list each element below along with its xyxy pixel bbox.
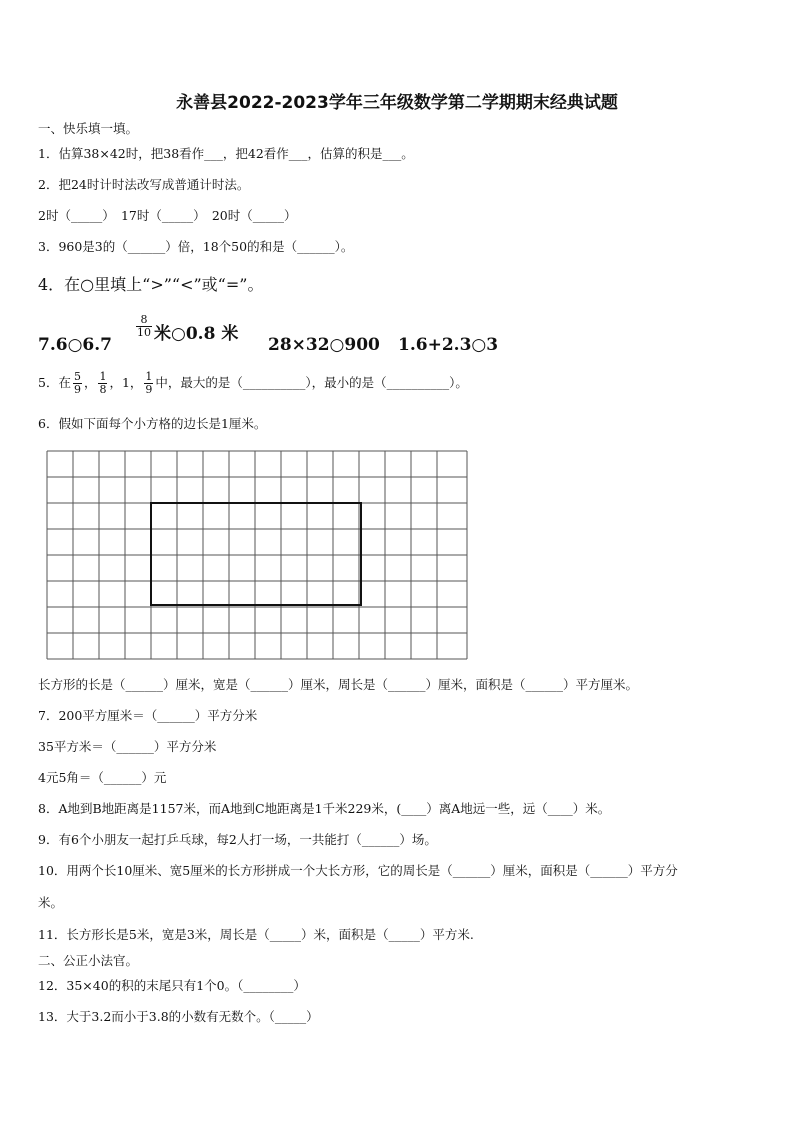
compare-c: 28×32○900 bbox=[268, 335, 380, 355]
compare-b bbox=[134, 314, 238, 354]
fraction-1-8 bbox=[98, 371, 107, 396]
question-2: 2．把24时计时法改写成普通计时法。 bbox=[38, 177, 250, 192]
fraction-denominator: 8 bbox=[99, 383, 107, 396]
question-3: 3．960是3的（______）倍，18个50的和是（______）。 bbox=[38, 239, 354, 254]
section-2-heading: 二、公正小法官。 bbox=[38, 953, 139, 968]
fraction-denominator: 9 bbox=[145, 383, 153, 396]
question-11: 11．长方形长是5米，宽是3米，周长是（_____）米，面积是（_____）平方米. bbox=[38, 927, 474, 942]
question-2-items: 2时（_____） 17时（_____） 20时（_____） bbox=[38, 208, 297, 223]
fraction-denominator: 9 bbox=[73, 383, 81, 396]
question-5 bbox=[38, 368, 468, 398]
fraction-1-9 bbox=[144, 371, 153, 396]
question-10-cont: 米。 bbox=[38, 895, 64, 910]
compare-a: 7.6○6.7 bbox=[38, 335, 112, 355]
fraction-numerator: 1 bbox=[99, 370, 107, 383]
fraction-numerator: 5 bbox=[73, 370, 81, 383]
question-7c: 4元5角＝（______）元 bbox=[38, 770, 167, 785]
page-title: 永善县2022-2023学年三年级数学第二学期期末经典试题 bbox=[176, 93, 618, 113]
grid-lines bbox=[47, 451, 467, 659]
fraction-numerator: 1 bbox=[145, 370, 153, 383]
fraction-5-9 bbox=[73, 371, 82, 396]
question-12: 12．35×40的积的末尾只有1个0。（________） bbox=[38, 978, 306, 993]
question-4: 4．在○里填上“>”“<”或“=”。 bbox=[38, 275, 264, 294]
question-10: 10．用两个长10厘米、宽5厘米的长方形拼成一个大长方形，它的周长是（______）厘米，面积是（______）平方分 bbox=[38, 863, 678, 878]
question-7b: 35平方米＝（______）平方分米 bbox=[38, 739, 217, 754]
fraction-numerator: 8 bbox=[136, 314, 152, 327]
fraction-8-10 bbox=[136, 314, 152, 339]
q5-mid: ，1， bbox=[109, 375, 143, 390]
question-7a: 7．200平方厘米＝（______）平方分米 bbox=[38, 708, 258, 723]
section-1-heading: 一、快乐填一填。 bbox=[38, 121, 139, 136]
question-13: 13．大于3.2而小于3.8的小数有无数个。（_____） bbox=[38, 1009, 319, 1024]
q5-prefix: 5．在 bbox=[38, 375, 71, 390]
q5-suffix: 中，最大的是（__________），最小的是（__________）。 bbox=[155, 375, 468, 390]
fraction-denominator: 10 bbox=[137, 326, 151, 339]
q5-comma: ， bbox=[83, 375, 97, 390]
square-grid-figure bbox=[45, 449, 469, 661]
rectangle-shape bbox=[151, 503, 361, 605]
compare-d: 1.6+2.3○3 bbox=[398, 335, 499, 355]
compare-b-rest: 米○0.8 米 bbox=[154, 324, 239, 344]
question-1: 1．估算38×42时，把38看作___，把42看作___，估算的积是___。 bbox=[38, 146, 414, 161]
question-6-answer: 长方形的长是（______）厘米，宽是（______）厘米，周长是（______）厘米，面积是（______）平方厘米。 bbox=[38, 677, 639, 692]
question-6: 6．假如下面每个小方格的边长是1厘米。 bbox=[38, 416, 267, 431]
question-9: 9．有6个小朋友一起打乒乓球，每2人打一场，一共能打（______）场。 bbox=[38, 832, 437, 847]
question-8: 8．A地到B地距离是1157米，而A地到C地距离是1千米229米，(____）离A地远一些，远（____）米。 bbox=[38, 801, 611, 816]
